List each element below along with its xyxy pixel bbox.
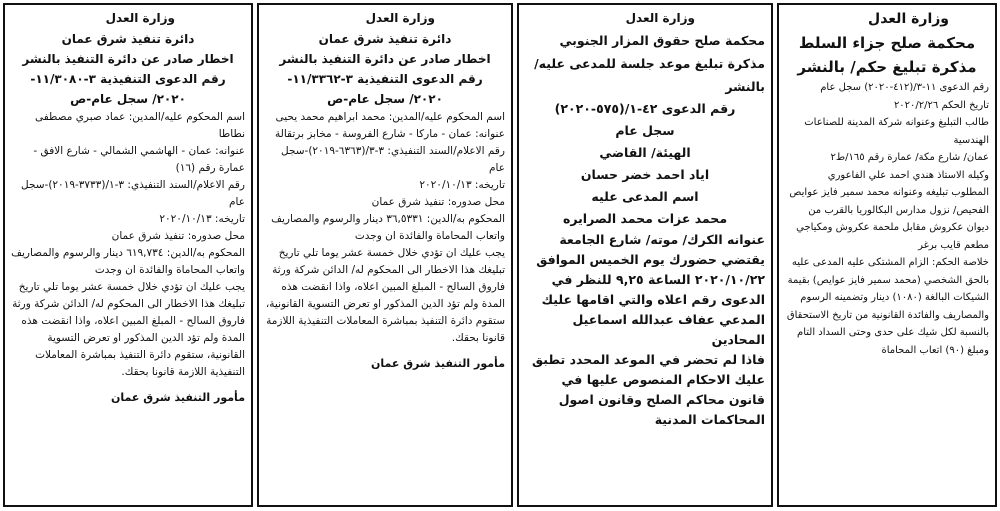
case-number: رقم الدعوى ١١-٣/(٤١٢-٢٠٢٠) سجل عام — [820, 82, 989, 93]
requester-address: عمان/ شارع مكة/ عمارة رقم ١٦٥/ط٢ — [830, 152, 989, 163]
case-number: رقم الدعوى التنفيذية ٣-١١/٣٣٦٢- — [287, 72, 483, 86]
judge-name: اياد احمد خضر حسان — [580, 167, 710, 182]
debtor-name: اسم المحكوم عليه/المدين: عماد صبري مصطفى نطاطا — [34, 111, 245, 140]
case-number: رقم الدعوى التنفيذية ٣-١١/٣٠٨٠- — [30, 72, 226, 86]
judgment-date: تاريخ الحكم ٢٠٢٠/٢/٢٦ — [893, 99, 989, 111]
notice-title: اخطار صادر عن دائرة التنفيذ بالنشر — [22, 52, 234, 66]
court-name: محكمة صلح حقوق المزار الجنوبي — [559, 33, 765, 48]
panel: الهيئة/ القاضي — [599, 145, 691, 160]
signature: مأمور التنفيذ شرق عمان — [370, 357, 505, 370]
ministry-title: وزارة العدل — [868, 11, 949, 27]
ministry-title: وزارة العدل — [365, 11, 435, 25]
defendant-name: محمد عزات محمد الصرايره — [562, 211, 728, 226]
register: سجل عام — [615, 123, 675, 138]
register: ٢٠٢٠/ سجل عام-ص — [327, 92, 443, 106]
signature: مأمور التنفيذ شرق عمان — [110, 391, 245, 404]
court-name: محكمة صلح جزاء السلط — [798, 34, 976, 52]
notice-title: مذكرة تبليغ حكم/ بالنشر — [797, 58, 977, 76]
judgment-summary: خلاصة الحكم: الزام المشتكى عليه المدعى عليه بالحق الشخصي (محمد سمير فايز عوايص) بقيمة الشيكات البالغة (١٠٨٠) دينار وتضمينه الرسوم والمصاريف والفائدة القانونية من تاريخ الاستحقاق بالنسبة لكل شيك على حدى وحتى السداد التام ومبلغ (٩٠) اتعاب المحاماة — [786, 257, 989, 356]
notice-salt-criminal-court — [777, 3, 997, 507]
document-date: تاريخه: ٢٠٢٠/١٠/١٣ — [419, 179, 505, 191]
debtor-address: عنوانه: عمان - الهاشمي الشمالي - شارع الافق - عمارة رقم (١٦) — [33, 145, 245, 174]
notified-address: الفحيص/ نزول مدارس البكالوريا بالقرب من ديوان عكروش مقابل ملحمة عكروش ومكياجي مطعم قايب برغر — [796, 204, 989, 251]
notice-title: اخطار صادر عن دائرة التنفيذ بالنشر — [279, 52, 491, 66]
ministry-title: وزارة العدل — [625, 11, 695, 25]
execution-document: رقم الاعلام/السند التنفيذي: ٣-٣/(٦٣٦٣-٢٠١٩)-سجل عام — [281, 145, 505, 174]
debtor-name: اسم المحكوم عليه/المدين: محمد ابراهيم محمد يحيى — [275, 111, 505, 123]
notice-mazar-civil-court — [517, 3, 773, 507]
notice-execution-east-amman-2 — [3, 3, 253, 507]
agent: وكيله الاستاذ هندي احمد علي الفاعوري — [827, 169, 989, 181]
case-number: رقم الدعوى ٤٢-١/(٥٧٥-٢٠٢٠) — [554, 101, 736, 116]
hearing-text: يقتضي حضورك يوم الخميس الموافق ٢٠٢٠/١٠/٢٢ الساعة ٩,٢٥ للنظر في الدعوى رقم اعلاه والتي اقامها عليك المدعي عفاف عبدالله اسماعيل المحادين — [536, 252, 765, 347]
requester: طالب التبليغ وعنوانه شركة المدينة للصناعات الهندسية — [804, 117, 989, 146]
notice-title: مذكرة تبليغ موعد جلسة للمدعى عليه/ بالنشر — [534, 56, 765, 94]
department-name: دائرة تنفيذ شرق عمان — [318, 32, 452, 46]
notified-party: المطلوب تبليغه وعنوانه محمد سمير فايز عوايص — [789, 187, 989, 198]
defendant-label: اسم المدعى عليه — [591, 189, 699, 204]
warning-text: فاذا لم تحضر في الموعد المحدد تطبق عليك الاحكام المنصوص عليها في قانون محاكم الصلح وقانون اصول المحاكمات المدنية — [531, 352, 765, 427]
notice-body: يجب عليك ان تؤدي خلال خمسة عشر يوما تلي تاريخ تبليغك هذا الاخطار الى المحكوم له/ الدائن شركة ورثة فاروق السالح - المبلغ المبين اعلاه، واذا انقضت هذه المدة ولم تؤد الدين المذكور او تعرض التسوية القانونية، ستقوم دائرة التنفيذ بمباشرة المعاملات التنفيذية اللازمة قانونا بحقك. — [12, 281, 245, 378]
issuing-authority: محل صدوره: تنفيذ شرق عمان — [111, 230, 245, 242]
execution-document: رقم الاعلام/السند التنفيذي: ٣-١/(٣٧٣٣-٢٠١٩)-سجل عام — [21, 179, 245, 208]
ministry-title: وزارة العدل — [105, 11, 175, 25]
document-date: تاريخه: ٢٠٢٠/١٠/١٣ — [159, 213, 245, 225]
debt-amount: المحكوم به/الدين: ٦١٩,٧٣٤ دينار والرسوم والمصاريف واتعاب المحاماة والفائدة ان وجدت — [11, 247, 245, 276]
notice-execution-east-amman-1 — [257, 3, 513, 507]
defendant-address: عنوانه الكرك/ موته/ شارع الجامعة — [559, 232, 765, 247]
debt-amount: المحكوم به/الدين: ٣٦,٥٣٣١ دينار والرسوم والمصاريف واتعاب المحاماة والفائدة ان وجدت — [271, 213, 505, 242]
issuing-authority: محل صدوره: تنفيذ شرق عمان — [371, 196, 505, 208]
department-name: دائرة تنفيذ شرق عمان — [61, 32, 195, 46]
register: ٢٠٢٠/ سجل عام-ص — [70, 92, 186, 106]
notice-body: يجب عليك ان تؤدي خلال خمسة عشر يوما تلي تاريخ تبليغك هذا الاخطار الى المحكوم له/ الدائن شركة ورثة فاروق السالح - المبلغ المبين اعلاه، واذا انقضت هذه المدة ولم تؤد الدين المذكور او تعرض التسوية القانونية، ستقوم دائرة التنفيذ بمباشرة المعاملات التنفيذية اللازمة قانونا بحقك. — [265, 247, 505, 344]
debtor-address: عنوانه: عمان - ماركا - شارع الفروسة - مخابز برتقالة — [275, 128, 505, 140]
